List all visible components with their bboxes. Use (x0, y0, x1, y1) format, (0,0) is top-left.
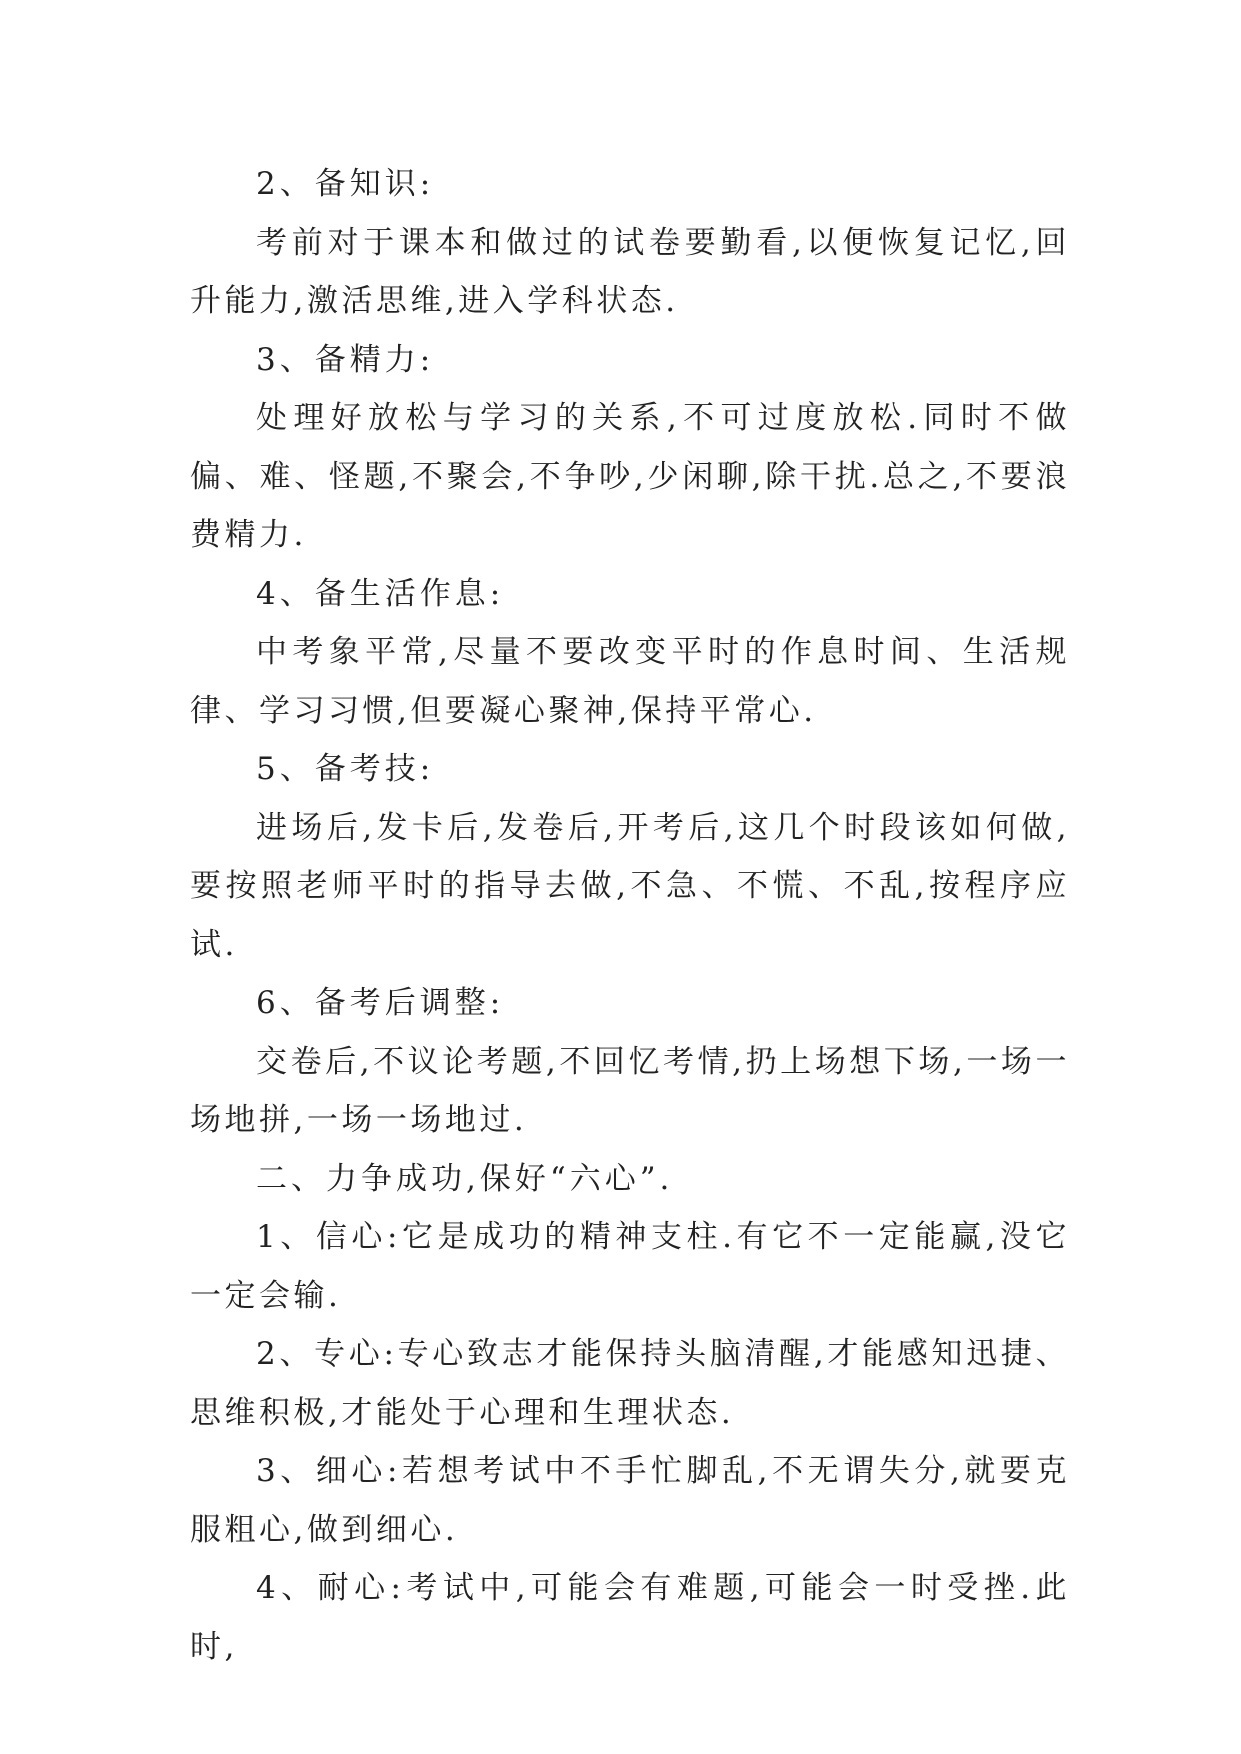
paragraph-patience: 4、耐心:考试中,可能会有难题,可能会一时受挫.此时, (190, 1570, 1070, 1665)
section-heading-six-hearts: 二、力争成功,保好“六心”. (256, 1160, 674, 1197)
paragraph-knowledge: 考前对于课本和做过的试卷要勤看,以便恢复记忆,回升能力,激活思维,进入学科状态. (190, 224, 1070, 319)
paragraph-focus: 2、专心:专心致志才能保持头脑清醒,才能感知迅捷、思维积极,才能处于心理和生理状态. (190, 1336, 1070, 1431)
paragraph-routine: 中考象平常,尽量不要改变平时的作息时间、生活规律、学习习惯,但要凝心聚神,保持平常心. (190, 634, 1070, 729)
section-heading-routine: 4、备生活作息: (256, 575, 505, 612)
paragraph-carefulness: 3、细心:若想考试中不手忙脚乱,不无谓失分,就要克服粗心,做到细心. (190, 1453, 1070, 1548)
section-heading-exam-skills: 5、备考技: (256, 751, 435, 787)
section-heading-energy: 3、备精力: (256, 341, 435, 378)
paragraph-energy: 处理好放松与学习的关系,不可过度放松.同时不做偏、难、怪题,不聚会,不争吵,少闲聊,除干扰.总之,不要浪费精力. (190, 400, 1070, 553)
section-heading-knowledge: 2、备知识: (256, 166, 435, 202)
paragraph-confidence: 1、信心:它是成功的精神支柱.有它不一定能赢,没它一定会输. (190, 1219, 1070, 1314)
document-body (190, 155, 1070, 1676)
section-heading-post-exam: 6、备考后调整: (256, 985, 505, 1021)
paragraph-exam-skills: 进场后,发卡后,发卷后,开考后,这几个时段该如何做,要按照老师平时的指导去做,不急、不慌、不乱,按程序应试. (190, 809, 1070, 963)
paragraph-post-exam: 交卷后,不议论考题,不回忆考情,扔上场想下场,一场一场地拼,一场一场地过. (190, 1043, 1070, 1138)
